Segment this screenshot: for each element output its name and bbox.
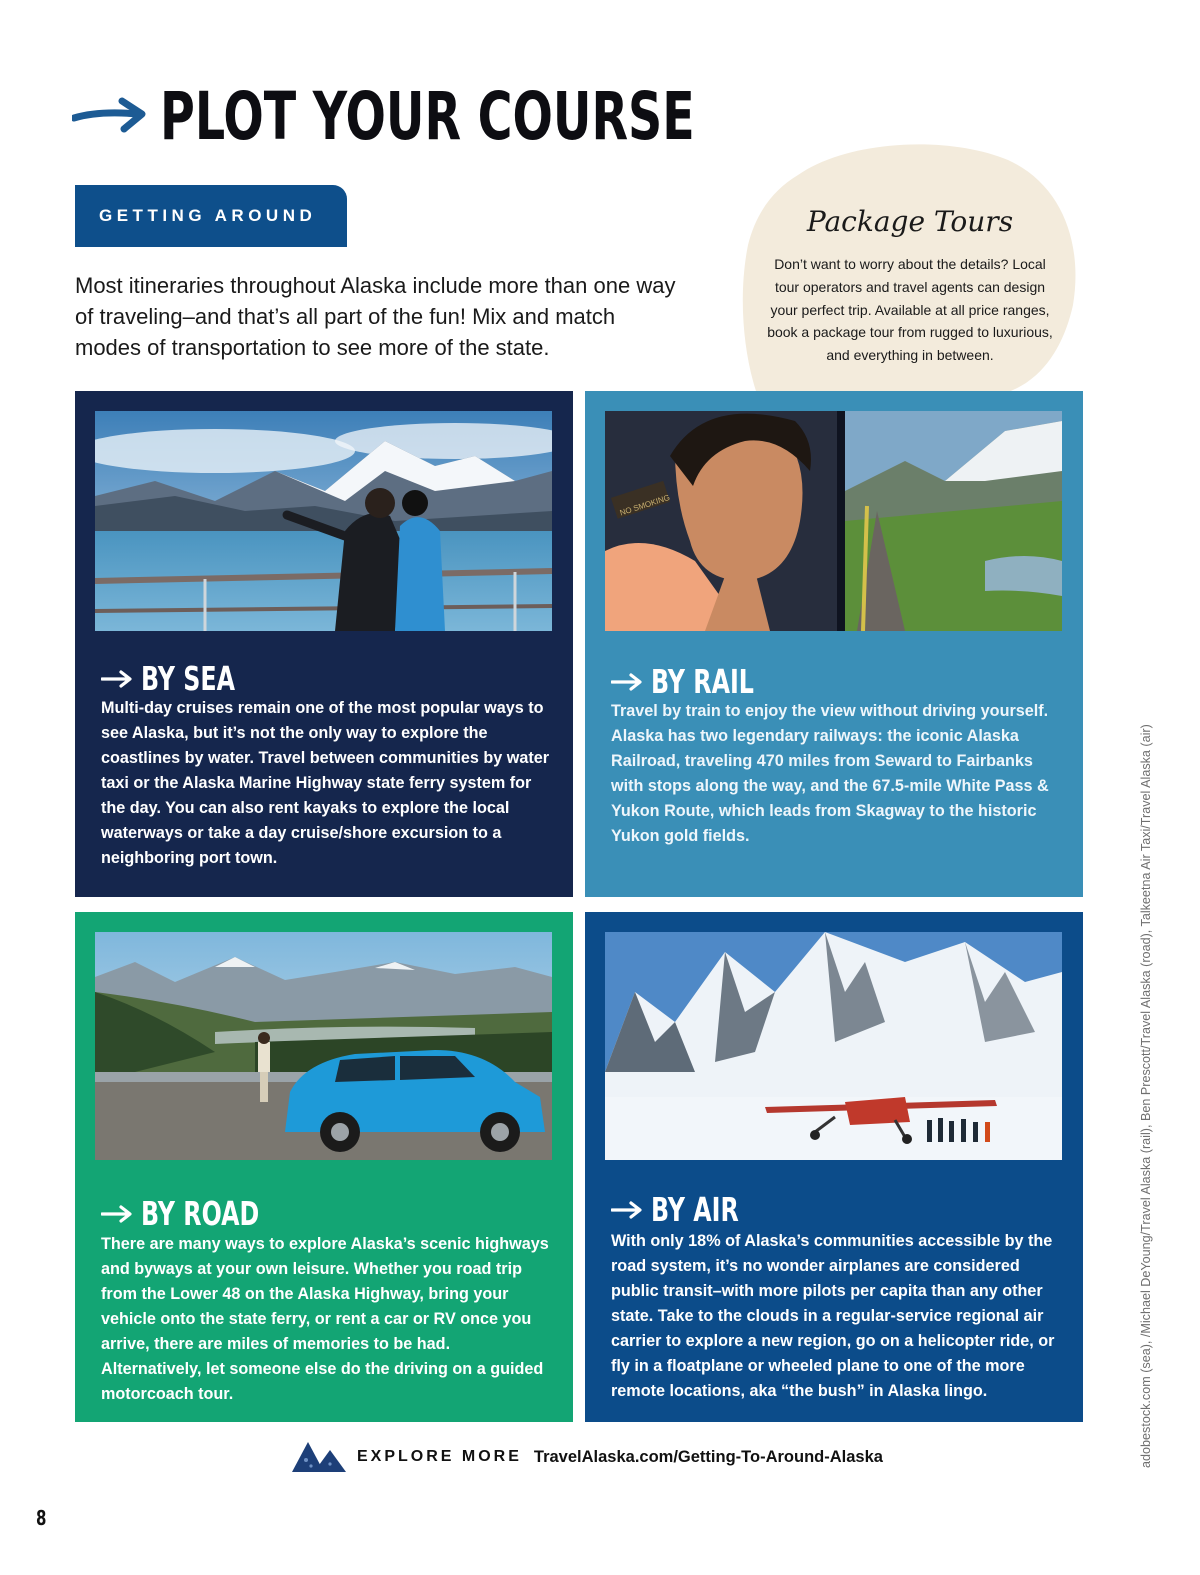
intro-paragraph: Most itineraries throughout Alaska include more than one way of traveling–and that’s all part of the fun! Mix and match modes of transportation to see more of the state. (75, 273, 676, 360)
arrow-right-icon (101, 670, 133, 688)
air-heading (611, 1190, 773, 1229)
arrow-right-icon (611, 673, 643, 691)
rail-photo-sign: NO SMOKING (618, 492, 671, 518)
card-by-rail (585, 391, 1083, 897)
rail-heading-label: BY RAIL (651, 662, 754, 701)
sea-heading (101, 659, 272, 698)
photo-credits: adobestock.com (sea), /Michael DeYoung/Travel Alaska (rail), Ben Prescott/Travel Alaska (road), Talkeetna Air Taxi/Travel Alaska (air) (1139, 724, 1153, 1468)
mountain-logo-icon (292, 1440, 348, 1474)
page-number: 8 (36, 1506, 47, 1530)
sea-body: Multi-day cruises remain one of the most popular ways to see Alaska, but it’s not the only way to explore the coastlines by water. Travel between communities by water taxi or the Alaska Marine Highway state ferry system for the day. You can also rent kayaks to explore the local waterways or take a day cruise/shore excursion to a neighboring port town. (101, 699, 550, 867)
rail-heading (611, 662, 794, 701)
title-arrow-icon (72, 96, 146, 134)
rail-photo (605, 411, 1062, 631)
package-tours-body: Don’t want to worry about the details? Local tour operators and travel agents can design your perfect trip. Available at all price ranges, book a package tour from rugged to luxurious, and everything in between. (767, 256, 1053, 364)
package-tours-title: Package Tours (806, 205, 1014, 238)
page-title: PLOT YOUR COURSE (160, 78, 695, 155)
rail-body: Travel by train to enjoy the view without driving yourself. Alaska has two legendary railways: the iconic Alaska Railroad, traveling 470 miles from Seward to Fairbanks with stops along the way, and the 67.5-mile White Pass & Yukon Route, which leads from Skagway to the historic Yukon gold fields. (611, 702, 1049, 845)
road-body: There are many ways to explore Alaska’s scenic highways and byways at your own leisure. Whether you road trip from the Lower 48 on the Alaska Highway, bring your vehicle onto the state ferry, or rent a car or RV once you arrive, there are miles of memories to be had. Alternatively, let someone else do the driving on a guided motorcoach tour. (101, 1235, 549, 1403)
arrow-right-icon (611, 1201, 643, 1219)
air-body: With only 18% of Alaska’s communities accessible by the road system, it’s no wonder airplanes are considered public transit–with more pilots per capita than any other state. Take to the clouds in a regular-service regional air carrier to explore a new region, go on a helicopter ride, or fly in a floatplane or wheeled plane to one of the more remote locations, aka “the bush” in Alaska lingo. (611, 1232, 1055, 1400)
card-by-road (75, 912, 573, 1422)
sea-heading-label: BY SEA (141, 659, 236, 698)
road-photo (95, 932, 552, 1160)
road-heading (101, 1194, 305, 1233)
section-tab-getting-around (75, 185, 347, 247)
explore-more-label: EXPLORE MORE (357, 1448, 522, 1465)
section-tab-label: GETTING AROUND (99, 206, 317, 225)
road-heading-label: BY ROAD (141, 1194, 260, 1233)
explore-more-link[interactable]: TravelAlaska.com/Getting-To-Around-Alaska (533, 1447, 883, 1466)
sea-photo (95, 411, 552, 631)
card-by-sea (75, 391, 573, 897)
air-heading-label: BY AIR (651, 1190, 739, 1229)
card-by-air (585, 912, 1083, 1422)
explore-more[interactable] (292, 1440, 883, 1474)
air-photo (605, 932, 1062, 1160)
arrow-right-icon (101, 1205, 133, 1223)
